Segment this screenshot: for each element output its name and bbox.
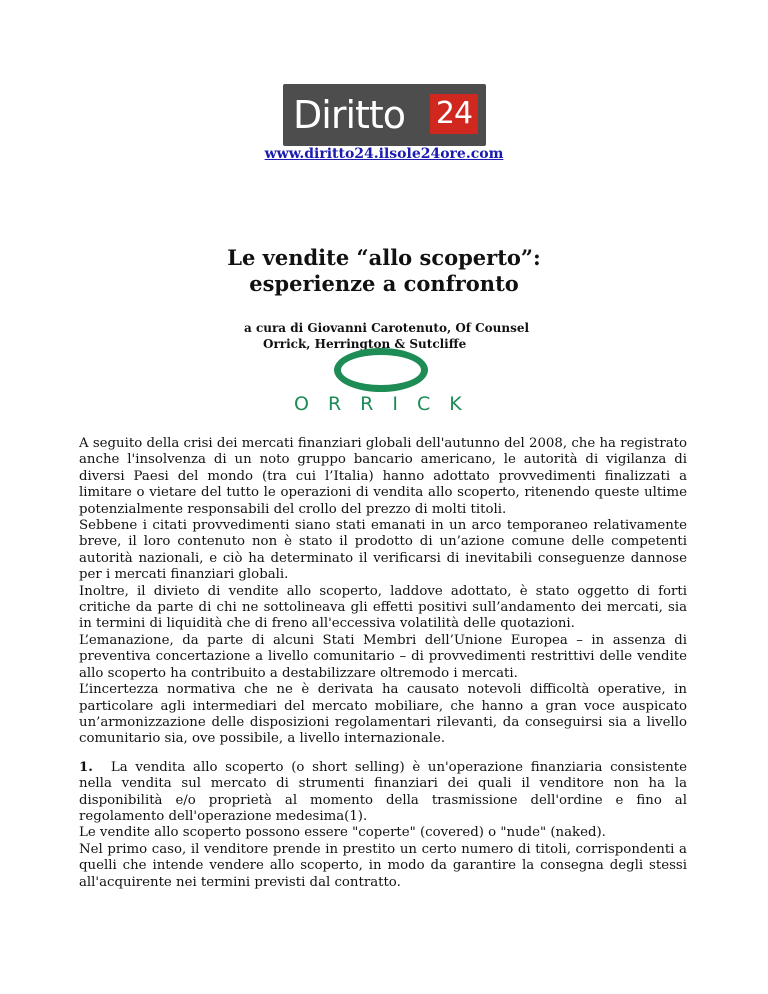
orrick-logo-circle	[334, 348, 428, 392]
paragraph: Nel primo caso, il venditore prende in prestito un certo numero di titoli, corrispondenti a quelli che intende vendere allo scoperto, in modo da garantire la consegna degli stessi all'acquirente nei termini previsti dal contratto.	[79, 841, 687, 890]
paragraph: L’emanazione, da parte di alcuni Stati Membri dell’Unione Europea – in assenza di preventiva concertazione a livello comunitario – di provvedimenti restrittivi delle vendite allo scoperto ha contribuito a destabilizzare oltremodo i mercati.	[79, 632, 687, 681]
diritto24-logo	[283, 84, 486, 146]
logo-word: Diritto	[293, 93, 406, 137]
orrick-logo-word: ORRICK	[294, 393, 481, 415]
paragraph: Le vendite allo scoperto possono essere "coperte" (covered) o "nude" (naked).	[79, 825, 606, 841]
paragraph: Sebbene i citati provvedimenti siano stati emanati in un arco temporaneo relativamente breve, il loro contenuto non è stato il prodotto di un’azione comune delle competenti autorità nazionali, e ciò ha determinato il verificarsi di inevitabili conseguenze dannose per i mercati finanziari globali.	[79, 518, 687, 583]
title-line-1: Le vendite “allo scoperto”:	[227, 245, 541, 270]
section-1-paragraph	[79, 760, 687, 826]
paragraph: L’incertezza normativa che ne è derivata ha causato notevoli difficoltà operative, in particolare agli intermediari del mercato mobiliare, che hanno a gran voce auspicato un’armonizzazione delle disposizioni regolamentari rilevanti, da conseguirsi sia a livello comunitario sia, ove possibile, a livello internazionale.	[79, 682, 687, 747]
paragraph: A seguito della crisi dei mercati finanziari globali dell'autunno del 2008, che ha registrato anche l'insolvenza di un noto gruppo bancario americano, le autorità di vigilanza di diversi Paesi del mondo (tra cui l’Italia) hanno adottato provvedimenti finalizzati a limitare o vietare del tutto le operazioni di vendita allo scoperto, ritenendo queste ultime potenzialmente responsabili del crollo del prezzo di molti titoli.	[79, 436, 687, 517]
author-line-2: Orrick, Herrington & Sutcliffe	[263, 337, 467, 351]
logo-number: 24	[430, 94, 478, 134]
site-link[interactable]: www.diritto24.ilsole24ore.com	[264, 146, 504, 162]
article-body	[79, 436, 687, 891]
page-title	[0, 245, 768, 297]
section-number: 1.	[79, 759, 93, 775]
title-line-2: esperienze a confronto	[249, 271, 519, 296]
paragraph: Inoltre, il divieto di vendite allo scoperto, laddove adottato, è stato oggetto di forti critiche da parte di chi ne sottolineava gli effetti positivi sull’andamento dei mercati, sia in termini di liquidità che di freno all'eccessiva volatilità delle quotazioni.	[79, 583, 687, 632]
author-line-1: a cura di Giovanni Carotenuto, Of Counsel	[244, 321, 530, 335]
section-1-text: La vendita allo scoperto (o short selling) è un'operazione finanziaria consistente nella vendita sul mercato di strumenti finanziari dei quali il venditore non ha la disponibilità e/o proprietà al momento della trasmissione dell'ordine e fino al regolamento dell'operazione medesima(1).	[79, 759, 687, 824]
